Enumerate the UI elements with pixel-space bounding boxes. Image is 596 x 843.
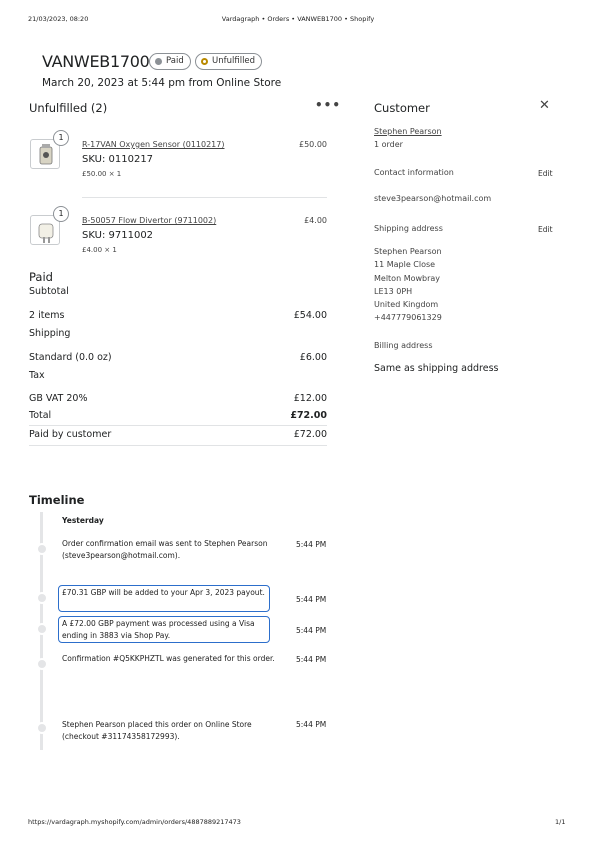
subtotal-detail: 2 items (29, 310, 65, 321)
edit-contact-button[interactable]: Edit (538, 169, 553, 178)
timeline-event: Confirmation #Q5KKPHZTL was generated for this order. (62, 654, 275, 663)
close-icon[interactable]: ✕ (539, 98, 550, 113)
item-sku: SKU: 9711002 (82, 230, 154, 241)
timeline-title: Timeline (29, 493, 85, 507)
item-total: £50.00 (299, 140, 327, 149)
subtotal-value: £54.00 (293, 310, 327, 321)
item-total: £4.00 (304, 216, 327, 225)
print-datetime: 21/03/2023, 08:20 (28, 15, 89, 23)
timeline-dot-icon (36, 658, 48, 670)
address-line: Melton Mowbray (374, 274, 441, 283)
print-url: https://vardagraph.myshopify.com/admin/orders/4887889217473 (28, 818, 241, 826)
timeline-dot-icon (36, 543, 48, 555)
subtotal-label: Subtotal (29, 286, 69, 297)
timeline-event: Order confirmation email was sent to Stephen Pearson (steve3pearson@hotmail.com). (62, 539, 268, 560)
tax-detail: GB VAT 20% (29, 393, 88, 404)
subtotal-row (29, 310, 327, 321)
timeline-event: Stephen Pearson placed this order on Online Store (checkout #31174358172993). (62, 720, 252, 741)
paid-by-customer-value: £72.00 (293, 429, 327, 440)
quantity-badge: 1 (53, 130, 69, 146)
shipping-address-title: Shipping address (374, 224, 443, 233)
print-page-title: Vardagraph • Orders • VANWEB1700 • Shopify (221, 15, 375, 23)
more-horizontal-icon[interactable]: ••• (315, 98, 342, 112)
timeline-dot-icon (36, 623, 48, 635)
unfulfilled-title: Unfulfilled (2) (29, 101, 108, 115)
divider (29, 445, 327, 446)
timeline-dot-icon (36, 722, 48, 734)
total-row (29, 410, 327, 421)
item-sku: SKU: 0110217 (82, 154, 154, 165)
timeline-time: 5:44 PM (296, 626, 327, 635)
tax-row (29, 393, 327, 404)
address-line: +447779061329 (374, 313, 442, 322)
address-line: United Kingdom (374, 300, 439, 309)
item-link[interactable]: R-17VAN Oxygen Sensor (0110217) (82, 140, 225, 149)
timeline-time: 5:44 PM (296, 655, 327, 664)
item-link[interactable]: B-50057 Flow Divertor (9711002) (82, 216, 217, 225)
customer-name-link[interactable]: Stephen Pearson (374, 127, 442, 136)
timeline-time: 5:44 PM (296, 540, 327, 549)
customer-title: Customer (374, 101, 430, 115)
address-line: 11 Maple Close (374, 260, 436, 269)
paid-by-customer-label: Paid by customer (29, 429, 112, 440)
divider (82, 197, 327, 198)
address-line: LE13 0PH (374, 287, 413, 296)
quantity-badge: 1 (53, 206, 69, 222)
total-value: £72.00 (290, 410, 327, 421)
print-page-number: 1/1 (555, 818, 566, 826)
edit-shipping-address-button[interactable]: Edit (538, 225, 553, 234)
timeline-event: £70.31 GBP will be added to your Apr 3, 2023 payout. (62, 588, 265, 597)
shipping-value: £6.00 (299, 352, 327, 363)
status-dot-icon (155, 58, 162, 65)
unfulfilled-badge-label: Unfulfilled (212, 56, 256, 66)
paid-badge (149, 53, 191, 70)
shipping-row (29, 352, 327, 363)
timeline-event: A £72.00 GBP payment was processed using a Visa ending in 3883 via Shop Pay. (62, 619, 255, 640)
timeline-time: 5:44 PM (296, 720, 327, 729)
timeline-dot-icon (36, 592, 48, 604)
contact-information-title: Contact information (374, 168, 454, 177)
unfulfilled-badge (195, 53, 262, 70)
paid-badge-label: Paid (166, 56, 184, 66)
tax-label: Tax (29, 370, 45, 381)
customer-email: steve3pearson@hotmail.com (374, 194, 492, 203)
address-line: Stephen Pearson (374, 247, 442, 256)
billing-address-title: Billing address (374, 341, 433, 350)
paid-by-customer-row (29, 429, 327, 440)
tax-value: £12.00 (293, 393, 327, 404)
item-price-qty: £4.00 × 1 (82, 246, 117, 254)
item-price-qty: £50.00 × 1 (82, 170, 122, 178)
timeline-day: Yesterday (62, 516, 104, 525)
payment-title: Paid (29, 270, 53, 284)
order-title: VANWEB1700 (42, 52, 150, 71)
shipping-detail: Standard (0.0 oz) (29, 352, 112, 363)
customer-orders: 1 order (374, 140, 403, 149)
unfulfilled-dot-icon (201, 58, 208, 65)
timeline-time: 5:44 PM (296, 595, 327, 604)
total-label: Total (29, 410, 52, 421)
divider (29, 425, 327, 426)
order-subtitle: March 20, 2023 at 5:44 pm from Online Store (42, 77, 282, 89)
shipping-label: Shipping (29, 328, 71, 339)
billing-address-value: Same as shipping address (374, 363, 499, 374)
